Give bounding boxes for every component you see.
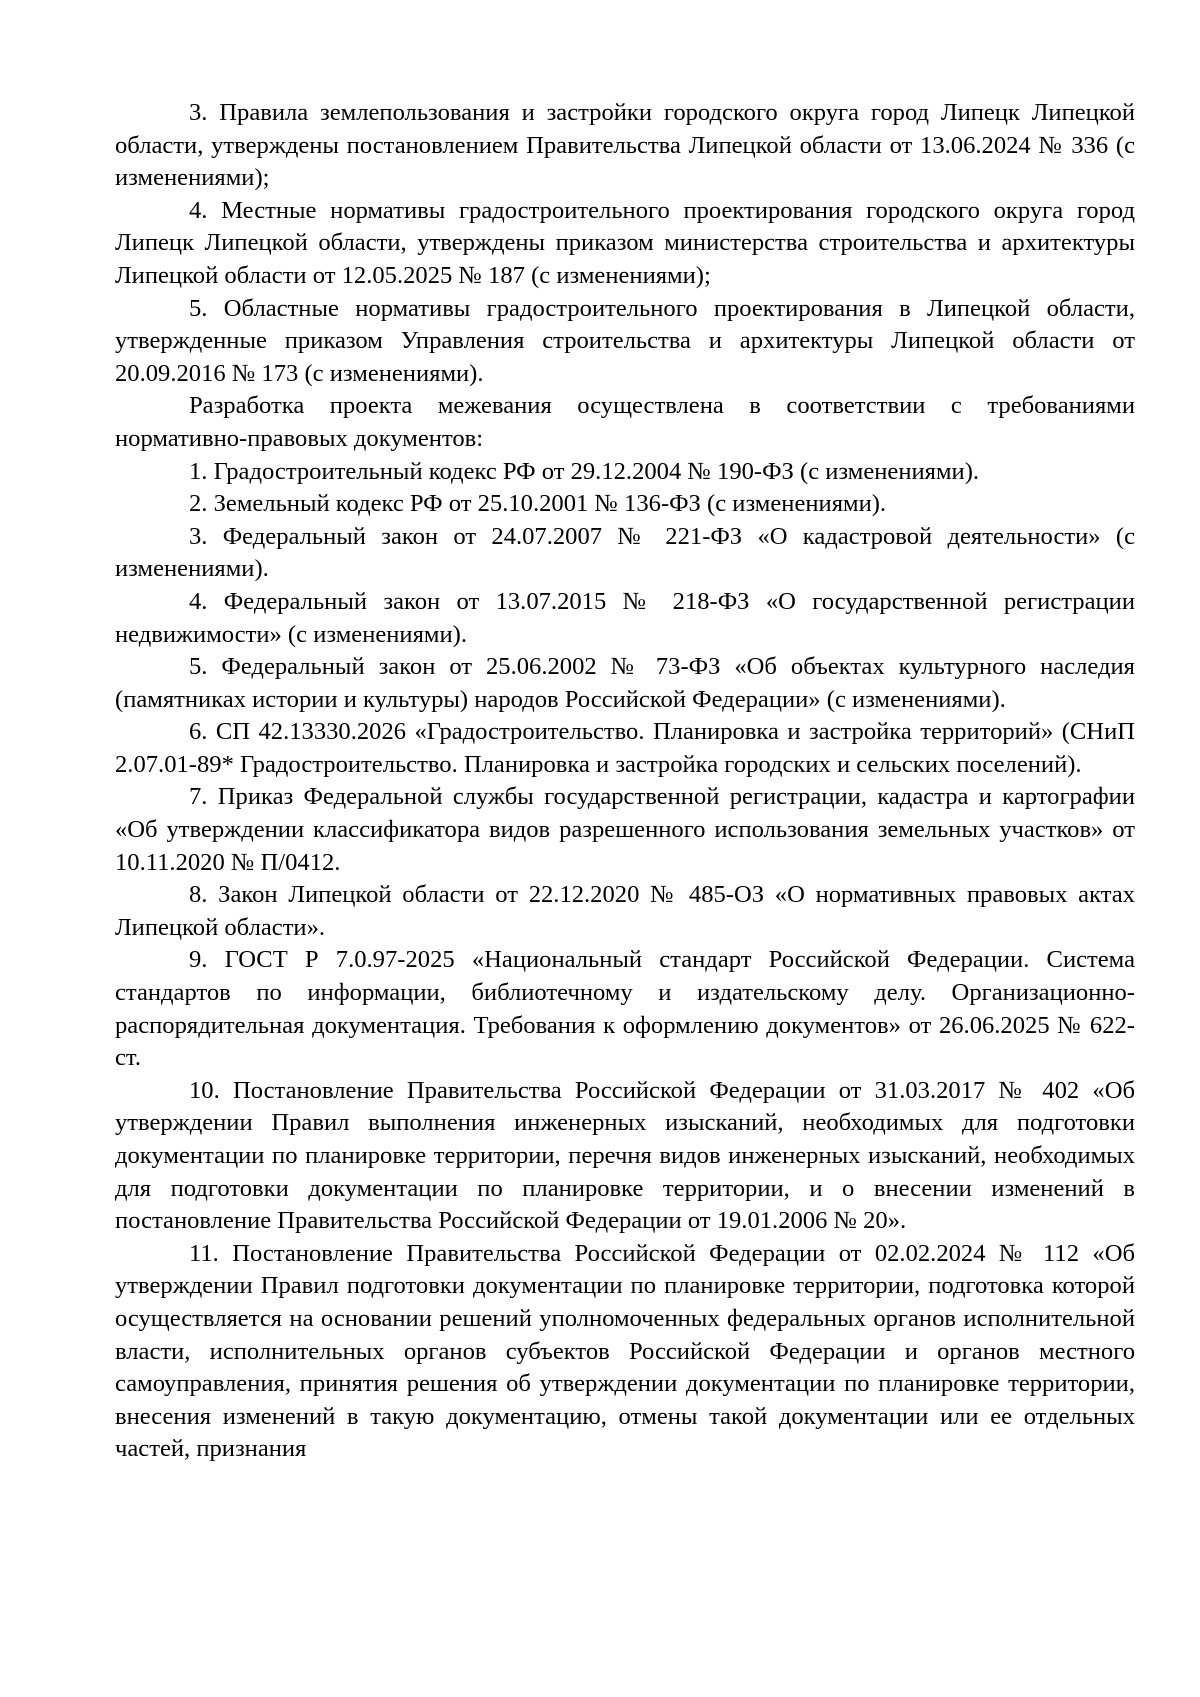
list-item-resolution-402: 10. Постановление Правительства Российской Федерации от 31.03.2017 № 402 «Об утверждении Правил выполнения инженерных изысканий, необходимых для подготовки документации по планировке территории, перечня видов инженерных изысканий, необходимых для подготовки документации по планировке территории, и о внесении изменений в постановление Правительства Российской Федерации от 19.01.2006 № 20». (115, 1076, 1135, 1235)
list-item-resolution-112: 11. Постановление Правительства Российской Федерации от 02.02.2024 № 112 «Об утверждении Правил подготовки документации по планировке территории, подготовка которой осуществляется на основании решений уполномоченных федеральных органов исполнительной власти, исполнительных органов субъектов Российской Федерации и органов местного самоуправления, принятия решения об утверждении документации по планировке территории, внесения изменений в такую документацию, отмены такой документации или ее отдельных частей, признания (115, 1239, 1135, 1463)
paragraph-rules-land-use: 3. Правила землепользования и застройки городского округа город Липецк Липецкой области, утверждены постановлением Правительства Липецкой области от 13.06.2024 № 336 (с изменениями); (115, 99, 1135, 192)
list-item-cultural-heritage-law: 5. Федеральный закон от 25.06.2002 № 73-ФЗ «Об объектах культурного наследия (памятниках истории и культуры) народов Российской Федерации» (с изменениями). (115, 653, 1135, 713)
list-item-gost: 9. ГОСТ Р 7.0.97-2025 «Национальный стандарт Российской Федерации. Система стандартов по информации, библиотечному и издательскому делу. Организационно-распорядительная документация. Требования к оформлению документов» от 26.06.2025 № 622-ст. (115, 946, 1135, 1072)
list-item-cadastral-law: 3. Федеральный закон от 24.07.2007 № 221-ФЗ «О кадастровой деятельности» (с изменениями). (115, 522, 1135, 583)
list-item-registration-law: 4. Федеральный закон от 13.07.2015 № 218-ФЗ «О государственной регистрации недвижимости» (с изменениями). (115, 587, 1135, 648)
list-item-lipetsk-law: 8. Закон Липецкой области от 22.12.2020 № 485-ОЗ «О нормативных правовых актах Липецкой области». (115, 881, 1135, 941)
list-item-urban-planning-code: 1. Градостроительный кодекс РФ от 29.12.2004 № 190-ФЗ (с изменениями). (189, 457, 980, 485)
list-item-rosreestr-order: 7. Приказ Федеральной службы государственной регистрации, кадастра и картографии «Об утверждении классификатора видов разрешенного использования земельных участков» от 10.11.2020 № П/0412. (115, 783, 1135, 876)
paragraph-regional-standards: 5. Областные нормативы градостроительного проектирования в Липецкой области, утвержденные приказом Управления строительства и архитектуры Липецкой области от 20.09.2016 № 173 (с изменениями). (115, 294, 1135, 387)
list-item-land-code: 2. Земельный кодекс РФ от 25.10.2001 № 136-ФЗ (с изменениями). (189, 490, 887, 518)
paragraph-intro-normative-docs: Разработка проекта межевания осуществлена в соответствии с требованиями нормативно-правовых документов: (115, 392, 1135, 452)
list-item-sp-42: 6. СП 42.13330.2026 «Градостроительство. Планировка и застройка территорий» (СНиП 2.07.01-89* Градостроительство. Планировка и застройка городских и сельских поселений). (115, 718, 1135, 778)
paragraph-local-standards: 4. Местные нормативы градостроительного проектирования городского округа город Липецк Липецкой области, утверждены приказом министерства строительства и архитектуры Липецкой области от 12.05.2025 № 187 (с изменениями); (115, 196, 1135, 289)
